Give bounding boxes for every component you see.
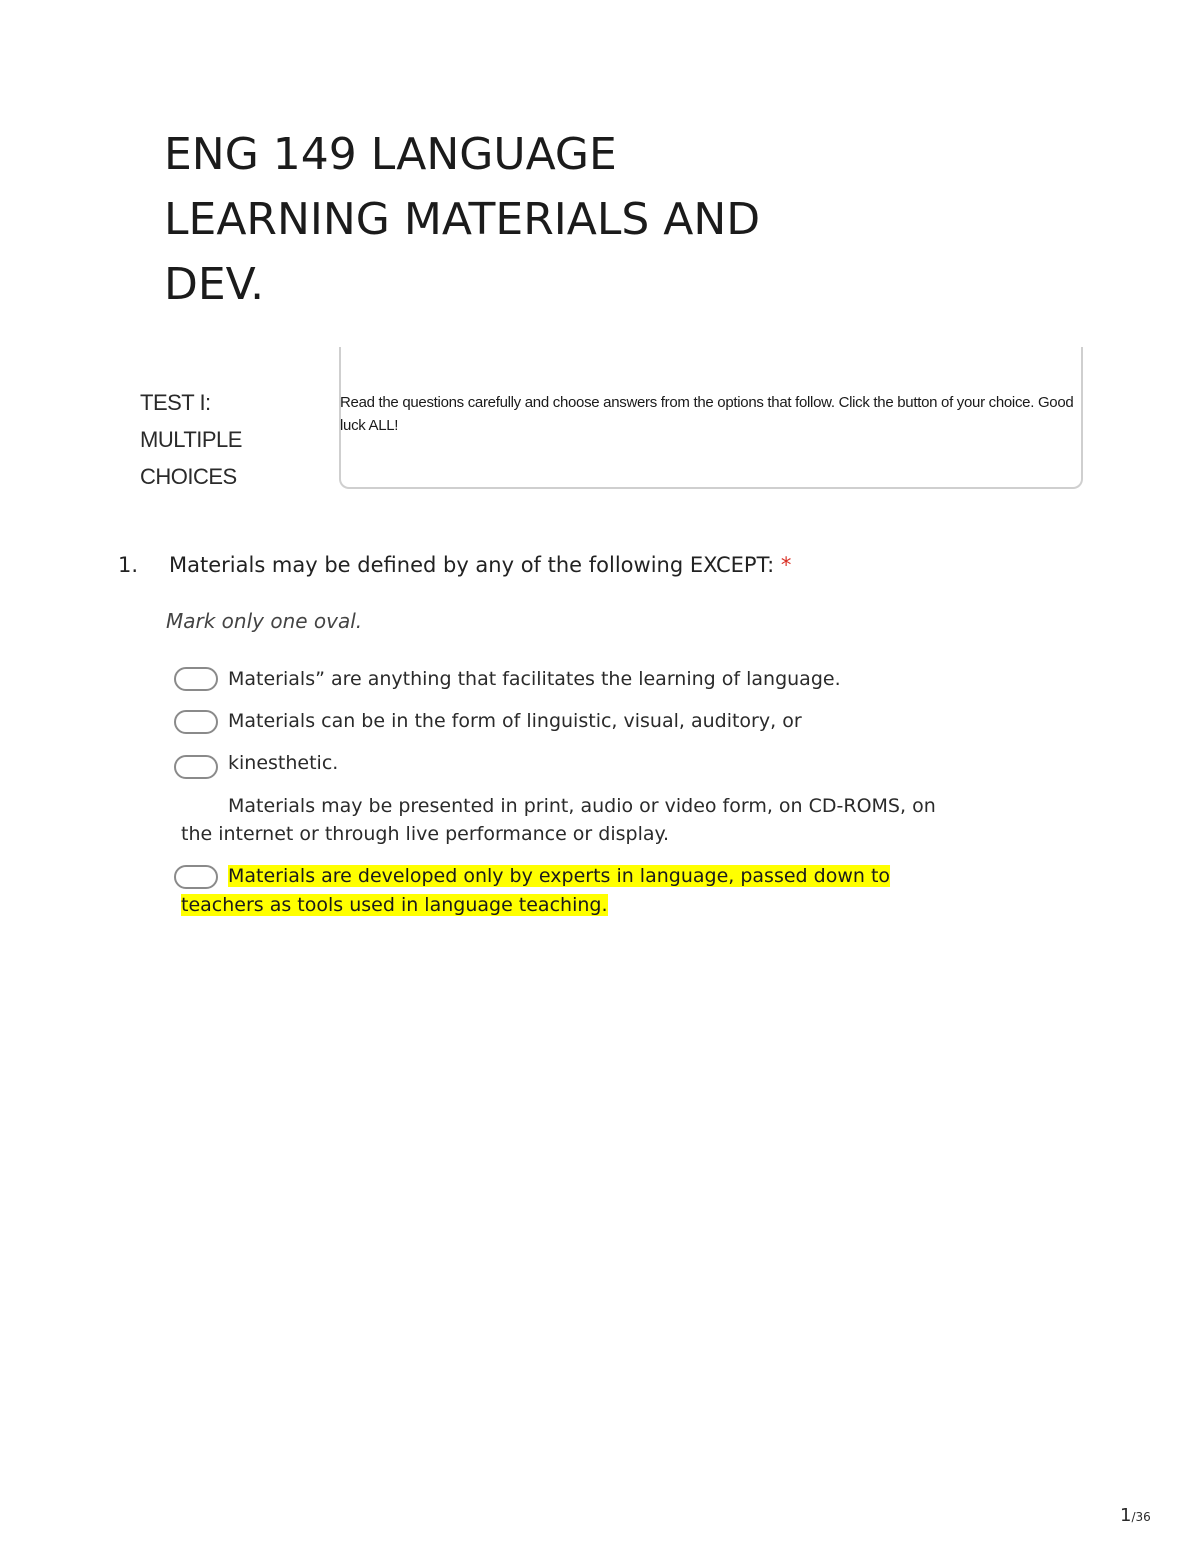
document-title: [164, 122, 864, 317]
radio-oval-icon[interactable]: [174, 865, 218, 889]
section-label: [140, 384, 242, 495]
page-number: [1120, 1505, 1151, 1526]
option-b-text: Materials can be in the form of linguistic, visual, auditory, or: [228, 710, 802, 732]
option-b-text-continued: kinesthetic.: [228, 752, 339, 774]
question-number: 1.: [118, 553, 139, 577]
option-c-text-continued: the internet or through live performance or display.: [181, 823, 670, 845]
question-text-content: Materials may be defined by any of the following EXCEPT:: [169, 553, 781, 577]
title-line: ENG 149 LANGUAGE: [164, 129, 617, 180]
radio-oval-icon[interactable]: [174, 667, 218, 691]
page-current: 1: [1120, 1505, 1132, 1526]
radio-oval-icon[interactable]: [174, 755, 218, 779]
section-label-line: TEST I:: [140, 390, 211, 415]
question-text: [169, 550, 791, 580]
highlighted-answer: teachers as tools used in language teaching.: [181, 894, 608, 916]
option-d-text-continued: [181, 891, 608, 919]
option-d-text: [228, 862, 890, 890]
page-total: /36: [1131, 1510, 1151, 1524]
title-line: DEV.: [164, 259, 265, 310]
option-a-text: Materials” are anything that facilitates the learning of language.: [228, 668, 841, 690]
instructions-text: Read the questions carefully and choose answers from the options that follow. Click the button of your choice. Good luck ALL!: [340, 394, 1074, 434]
title-line: LEARNING MATERIALS AND: [164, 194, 761, 245]
section-label-line: CHOICES: [140, 464, 237, 489]
option-c-text: Materials may be presented in print, audio or video form, on CD-ROMS, on: [228, 795, 936, 817]
question-hint: Mark only one oval.: [166, 609, 363, 633]
highlighted-answer: Materials are developed only by experts in language, passed down to: [228, 865, 891, 887]
required-marker: *: [780, 553, 792, 577]
section-label-line: MULTIPLE: [140, 427, 242, 452]
radio-oval-icon[interactable]: [174, 710, 218, 734]
